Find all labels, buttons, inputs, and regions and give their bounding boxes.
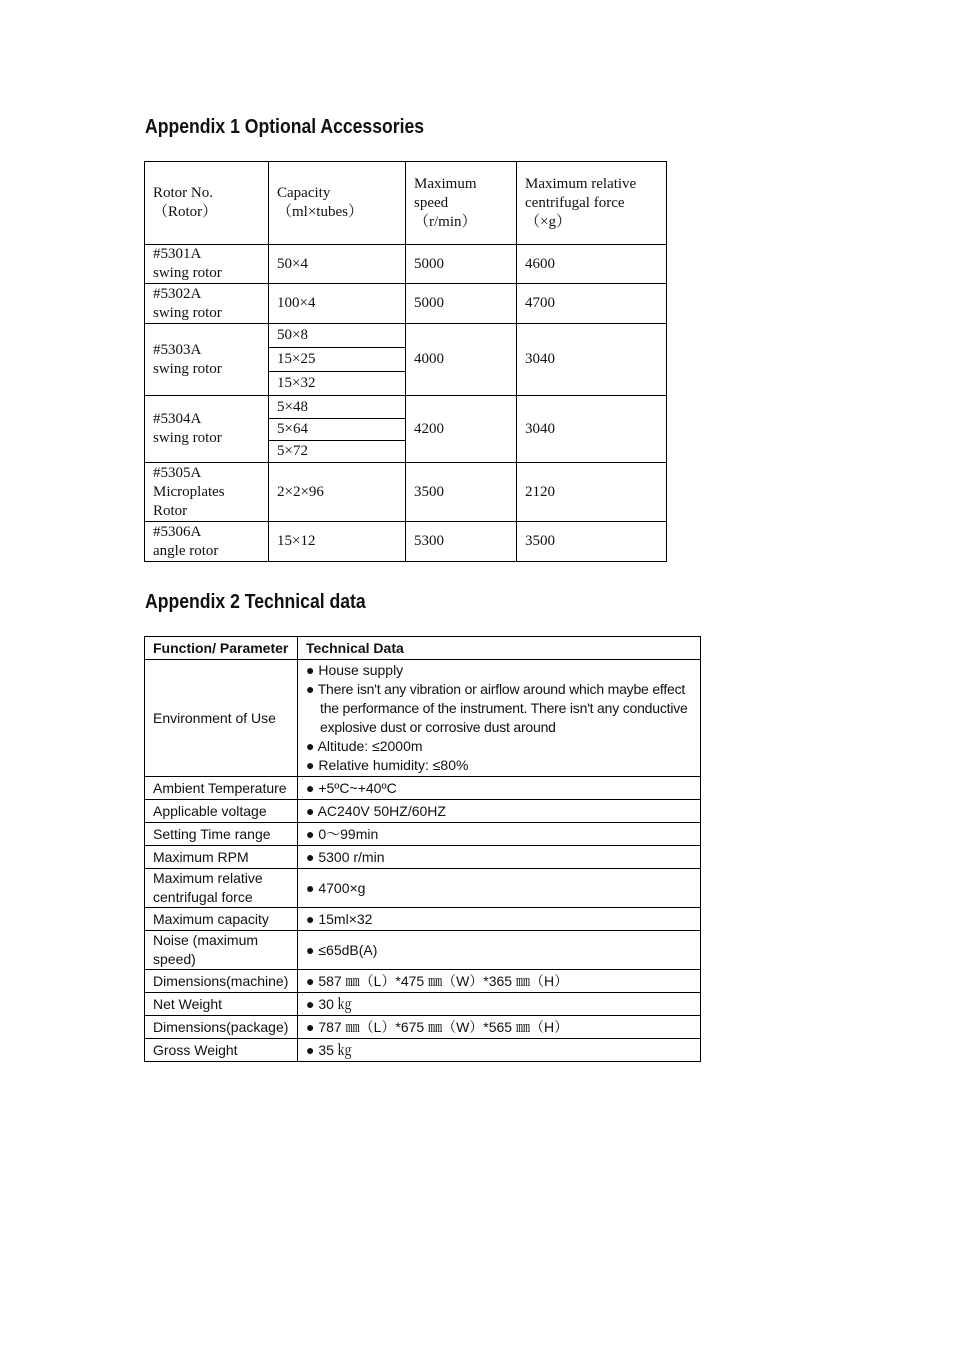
appendix2-title: Appendix 2 Technical data — [145, 591, 366, 613]
table-row — [145, 522, 667, 562]
accessories-header-row — [145, 162, 667, 245]
rotor-type: swing rotor — [153, 360, 222, 377]
force-cell: 4600 — [517, 245, 667, 284]
environment-item: ● Altitude: ≤2000m — [306, 738, 423, 754]
force-cell: 3040 — [517, 396, 667, 463]
table-row — [145, 284, 667, 324]
value-cell: ● 35 ㎏ — [298, 1039, 701, 1062]
table-row — [145, 970, 701, 993]
header-force-line2: centrifugal force — [525, 194, 625, 211]
value-cell: ● ≤65dB(A) — [298, 931, 701, 970]
parameter-cell: Dimensions(package) — [145, 1016, 298, 1039]
capacity-cell: 5×72 — [269, 441, 406, 463]
speed-cell: 5000 — [406, 284, 517, 324]
table-row — [145, 846, 701, 869]
accessories-table — [144, 161, 667, 562]
environment-item: ● There isn't any vibration or airflow around which maybe effect the performance of the instrument. There isn't any conductive explosive dust or corrosive dust around — [306, 681, 688, 735]
technical-header-row — [145, 637, 701, 660]
rotor-type: swing rotor — [153, 265, 222, 281]
capacity-cell: 50×4 — [269, 245, 406, 284]
table-row — [145, 869, 701, 908]
environment-row — [145, 660, 701, 777]
table-row — [145, 245, 667, 284]
rotor-type: swing rotor — [153, 304, 222, 321]
table-row — [145, 1016, 701, 1039]
rotor-cell — [145, 522, 269, 562]
header-capacity — [269, 162, 406, 245]
parameter-cell: Noise (maximum speed) — [145, 931, 298, 970]
table-row — [145, 908, 701, 931]
speed-cell: 4200 — [406, 396, 517, 463]
header-capacity-line2: （ml×tubes） — [277, 204, 363, 220]
capacity-cell: 5×64 — [269, 419, 406, 441]
environment-label: Environment of Use — [145, 660, 298, 777]
parameter-cell: Ambient Temperature — [145, 777, 298, 800]
header-rotor-line1: Rotor No. — [153, 185, 213, 201]
rotor-number: #5305A — [153, 464, 202, 481]
rotor-cell — [145, 396, 269, 463]
value-cell: ● 4700×g — [298, 869, 701, 908]
header-speed-line3: （r/min） — [414, 213, 477, 230]
table-row — [145, 800, 701, 823]
value-cell: ● 587 ㎜（L）*475 ㎜（W）*365 ㎜（H） — [298, 970, 701, 993]
value-cell: ● 0～99min — [298, 823, 701, 846]
table-row — [145, 324, 667, 348]
capacity-cell: 15×12 — [269, 522, 406, 562]
parameter-cell: Setting Time range — [145, 823, 298, 846]
header-force-line3: （×g） — [525, 213, 571, 230]
speed-cell: 3500 — [406, 463, 517, 522]
value-cell: ● 5300 r/min — [298, 846, 701, 869]
rotor-type: swing rotor — [153, 430, 222, 446]
capacity-cell: 100×4 — [269, 284, 406, 324]
parameter-cell: Maximum RPM — [145, 846, 298, 869]
rotor-type: angle rotor — [153, 542, 219, 559]
parameter-cell: Dimensions(machine) — [145, 970, 298, 993]
header-force — [517, 162, 667, 245]
rotor-number: #5304A — [153, 411, 202, 427]
speed-cell: 5300 — [406, 522, 517, 562]
rotor-cell — [145, 245, 269, 284]
force-cell: 2120 — [517, 463, 667, 522]
environment-item: ● House supply — [306, 662, 404, 678]
table-row — [145, 823, 701, 846]
speed-cell: 5000 — [406, 245, 517, 284]
parameter-cell: Gross Weight — [145, 1039, 298, 1062]
parameter-cell: Maximum relative centrifugal force — [145, 869, 298, 908]
rotor-type-cont: Rotor — [153, 502, 188, 519]
rotor-number: #5301A — [153, 246, 202, 262]
rotor-cell — [145, 463, 269, 522]
parameter-cell: Net Weight — [145, 993, 298, 1016]
table-row — [145, 931, 701, 970]
value-cell: ● AC240V 50HZ/60HZ — [298, 800, 701, 823]
rotor-number: #5306A — [153, 523, 202, 540]
header-speed-line1: Maximum — [414, 175, 477, 192]
header-capacity-line1: Capacity — [277, 185, 331, 201]
header-technical-data: Technical Data — [298, 637, 701, 660]
value-cell: ● 30 ㎏ — [298, 993, 701, 1016]
rotor-cell — [145, 324, 269, 396]
capacity-cell: 2×2×96 — [269, 463, 406, 522]
rotor-number: #5303A — [153, 341, 202, 358]
appendix1-title: Appendix 1 Optional Accessories — [145, 116, 425, 138]
force-cell: 3040 — [517, 324, 667, 396]
header-rotor — [145, 162, 269, 245]
environment-item: ● Relative humidity: ≤80% — [306, 757, 469, 773]
force-cell: 3500 — [517, 522, 667, 562]
capacity-cell: 50×8 — [269, 324, 406, 348]
capacity-cell: 15×25 — [269, 348, 406, 372]
table-row — [145, 1039, 701, 1062]
header-force-line1: Maximum relative — [525, 175, 637, 192]
rotor-number: #5302A — [153, 285, 202, 302]
force-cell: 4700 — [517, 284, 667, 324]
table-row — [145, 396, 667, 419]
header-speed — [406, 162, 517, 245]
header-rotor-line2: （Rotor） — [153, 204, 218, 220]
speed-cell: 4000 — [406, 324, 517, 396]
value-cell: ● 787 ㎜（L）*675 ㎜（W）*565 ㎜（H） — [298, 1016, 701, 1039]
table-row — [145, 463, 667, 522]
header-parameter: Function/ Parameter — [145, 637, 298, 660]
value-cell: ● 15ml×32 — [298, 908, 701, 931]
value-cell: ● +5ºC~+40ºC — [298, 777, 701, 800]
technical-data-table — [144, 636, 701, 1062]
capacity-cell: 5×48 — [269, 396, 406, 419]
rotor-type: Microplates — [153, 483, 225, 500]
parameter-cell: Applicable voltage — [145, 800, 298, 823]
header-speed-line2: speed — [414, 194, 449, 211]
table-row — [145, 777, 701, 800]
rotor-cell — [145, 284, 269, 324]
table-row — [145, 993, 701, 1016]
capacity-cell: 15×32 — [269, 372, 406, 396]
environment-items — [298, 660, 701, 777]
parameter-cell: Maximum capacity — [145, 908, 298, 931]
